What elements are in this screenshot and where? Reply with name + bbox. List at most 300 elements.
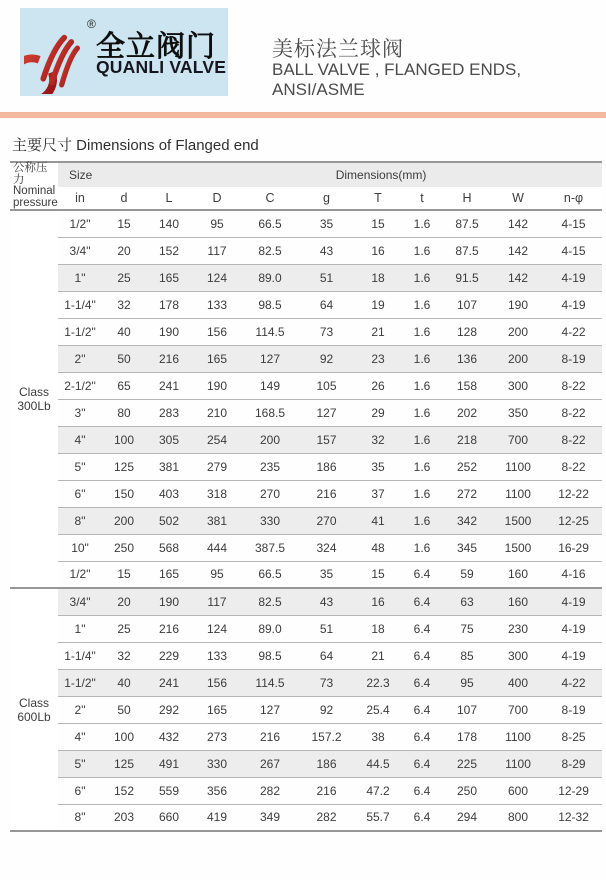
dim-cell: 75 <box>443 615 491 642</box>
table-row <box>10 480 602 507</box>
dim-cell: 117 <box>192 237 242 264</box>
size-cell: 1-1/2" <box>58 669 102 696</box>
dim-cell: 660 <box>146 804 192 831</box>
size-cell: 6" <box>58 777 102 804</box>
dim-cell: 491 <box>146 750 192 777</box>
dim-cell: 150 <box>102 480 146 507</box>
dim-cell: 22.3 <box>355 669 401 696</box>
dim-cell: 330 <box>192 750 242 777</box>
dim-cell: 190 <box>146 588 192 615</box>
accent-divider-bar <box>0 112 606 118</box>
size-cell: 4" <box>58 426 102 453</box>
table-row <box>10 642 602 669</box>
dim-cell: 4-15 <box>545 237 602 264</box>
table-row <box>10 372 602 399</box>
dim-cell: 38 <box>355 723 401 750</box>
dim-cell: 4-22 <box>545 318 602 345</box>
table-row <box>10 426 602 453</box>
dim-cell: 202 <box>443 399 491 426</box>
table-row <box>10 696 602 723</box>
dim-cell: 6.4 <box>401 777 443 804</box>
dim-cell: 294 <box>443 804 491 831</box>
dim-cell: 50 <box>102 345 146 372</box>
dim-cell: 43 <box>298 237 355 264</box>
size-cell: 6" <box>58 480 102 507</box>
dim-cell: 15 <box>102 561 146 588</box>
dim-cell: 25 <box>102 264 146 291</box>
dim-cell: 158 <box>443 372 491 399</box>
registered-trademark-icon: ® <box>87 17 96 31</box>
quanli-logo-icon <box>24 18 94 94</box>
dim-cell: 4-22 <box>545 669 602 696</box>
dim-cell: 16-29 <box>545 534 602 561</box>
dim-cell: 6.4 <box>401 696 443 723</box>
dim-cell: 152 <box>146 237 192 264</box>
dim-cell: 203 <box>102 804 146 831</box>
doc-title-chinese: 美标法兰球阀 <box>272 38 404 61</box>
dim-cell: 44.5 <box>355 750 401 777</box>
dim-cell: 387.5 <box>242 534 298 561</box>
dim-cell: 8-22 <box>545 453 602 480</box>
dim-cell: 1.6 <box>401 507 443 534</box>
dim-cell: 4-19 <box>545 642 602 669</box>
dim-cell: 114.5 <box>242 669 298 696</box>
dim-cell: 1500 <box>491 534 545 561</box>
dim-cell: 403 <box>146 480 192 507</box>
dim-cell: 48 <box>355 534 401 561</box>
dim-cell: 47.2 <box>355 777 401 804</box>
dim-cell: 568 <box>146 534 192 561</box>
dim-cell: 559 <box>146 777 192 804</box>
table-row <box>10 669 602 696</box>
dim-cell: 142 <box>491 237 545 264</box>
dim-cell: 1.6 <box>401 534 443 561</box>
dim-cell: 140 <box>146 210 192 237</box>
dim-cell: 26 <box>355 372 401 399</box>
dim-cell: 43 <box>298 588 355 615</box>
dim-cell: 216 <box>146 615 192 642</box>
dim-cell: 29 <box>355 399 401 426</box>
col-header-t: T <box>355 187 401 210</box>
size-cell: 1/2" <box>58 561 102 588</box>
class-label: Class 600Lb <box>10 588 58 831</box>
dim-cell: 381 <box>146 453 192 480</box>
dim-cell: 117 <box>192 588 242 615</box>
col-header-d: d <box>102 187 146 210</box>
dim-cell: 89.0 <box>242 264 298 291</box>
dim-cell: 92 <box>298 345 355 372</box>
dim-cell: 20 <box>102 237 146 264</box>
dim-cell: 200 <box>491 318 545 345</box>
col-header-w: W <box>491 187 545 210</box>
dim-cell: 91.5 <box>443 264 491 291</box>
table-row <box>10 237 602 264</box>
dim-cell: 100 <box>102 426 146 453</box>
dim-cell: 305 <box>146 426 192 453</box>
dim-cell: 100 <box>102 723 146 750</box>
dim-cell: 165 <box>192 696 242 723</box>
table-row <box>10 588 602 615</box>
dim-cell: 32 <box>355 426 401 453</box>
dim-cell: 142 <box>491 264 545 291</box>
dim-cell: 37 <box>355 480 401 507</box>
table-row <box>10 507 602 534</box>
size-cell: 1-1/2" <box>58 318 102 345</box>
dim-cell: 400 <box>491 669 545 696</box>
dim-cell: 216 <box>146 345 192 372</box>
dim-cell: 127 <box>242 696 298 723</box>
col-header-t: t <box>401 187 443 210</box>
dim-cell: 600 <box>491 777 545 804</box>
dimensions-table <box>10 161 602 832</box>
dim-cell: 128 <box>443 318 491 345</box>
pressure-header-line-en2: pressure <box>13 196 58 209</box>
size-cell: 10" <box>58 534 102 561</box>
dim-cell: 160 <box>491 588 545 615</box>
dim-cell: 1.6 <box>401 372 443 399</box>
dim-cell: 152 <box>102 777 146 804</box>
dim-cell: 270 <box>298 507 355 534</box>
dim-cell: 64 <box>298 291 355 318</box>
table-row <box>10 318 602 345</box>
logo-box <box>20 8 228 96</box>
dim-cell: 1100 <box>491 750 545 777</box>
dim-cell: 200 <box>242 426 298 453</box>
dim-cell: 165 <box>146 264 192 291</box>
doc-title-english: BALL VALVE , FLANGED ENDS, ANSI/ASME <box>272 60 522 99</box>
dim-cell: 73 <box>298 669 355 696</box>
dim-cell: 50 <box>102 696 146 723</box>
size-cell: 1-1/4" <box>58 291 102 318</box>
size-cell: 1-1/4" <box>58 642 102 669</box>
nominal-pressure-header <box>10 162 58 210</box>
size-header: Size <box>58 162 102 187</box>
dim-cell: 35 <box>355 453 401 480</box>
dim-cell: 216 <box>242 723 298 750</box>
dim-cell: 6.4 <box>401 750 443 777</box>
dim-cell: 127 <box>298 399 355 426</box>
table-row <box>10 399 602 426</box>
dim-cell: 95 <box>443 669 491 696</box>
size-cell: 5" <box>58 750 102 777</box>
size-cell: 1" <box>58 264 102 291</box>
dim-cell: 700 <box>491 696 545 723</box>
dim-cell: 82.5 <box>242 588 298 615</box>
dim-cell: 107 <box>443 291 491 318</box>
col-header-c: C <box>242 187 298 210</box>
dim-cell: 16 <box>355 237 401 264</box>
dim-cell: 250 <box>102 534 146 561</box>
size-cell: 2-1/2" <box>58 372 102 399</box>
dim-cell: 12-22 <box>545 480 602 507</box>
dim-cell: 8-19 <box>545 345 602 372</box>
dim-cell: 250 <box>443 777 491 804</box>
dim-cell: 1.6 <box>401 480 443 507</box>
dim-cell: 1.6 <box>401 210 443 237</box>
dimensions-mm-header: Dimensions(mm) <box>102 162 602 187</box>
dim-cell: 345 <box>443 534 491 561</box>
size-cell: 3/4" <box>58 237 102 264</box>
dim-cell: 432 <box>146 723 192 750</box>
dim-cell: 18 <box>355 615 401 642</box>
dim-cell: 800 <box>491 804 545 831</box>
dim-cell: 342 <box>443 507 491 534</box>
dim-cell: 1.6 <box>401 318 443 345</box>
dim-cell: 133 <box>192 642 242 669</box>
table-row <box>10 345 602 372</box>
dim-cell: 157.2 <box>298 723 355 750</box>
dim-cell: 4-16 <box>545 561 602 588</box>
dim-cell: 4-19 <box>545 615 602 642</box>
dim-cell: 283 <box>146 399 192 426</box>
dim-cell: 700 <box>491 426 545 453</box>
size-cell: 1" <box>58 615 102 642</box>
dim-cell: 95 <box>192 561 242 588</box>
table-row <box>10 210 602 237</box>
dim-cell: 142 <box>491 210 545 237</box>
dim-cell: 35 <box>298 210 355 237</box>
dim-cell: 160 <box>491 561 545 588</box>
dim-cell: 124 <box>192 264 242 291</box>
dim-cell: 156 <box>192 669 242 696</box>
dim-cell: 8-22 <box>545 399 602 426</box>
size-cell: 1/2" <box>58 210 102 237</box>
dim-cell: 125 <box>102 750 146 777</box>
dim-cell: 82.5 <box>242 237 298 264</box>
dim-cell: 282 <box>298 804 355 831</box>
col-header-d: D <box>192 187 242 210</box>
dim-cell: 1100 <box>491 723 545 750</box>
dim-cell: 105 <box>298 372 355 399</box>
dim-cell: 8-19 <box>545 696 602 723</box>
table-row <box>10 534 602 561</box>
dim-cell: 65 <box>102 372 146 399</box>
brand-name-english: QUANLI VALVE <box>96 57 227 77</box>
dim-cell: 149 <box>242 372 298 399</box>
header-row-columns <box>10 187 602 210</box>
dim-cell: 330 <box>242 507 298 534</box>
dim-cell: 40 <box>102 318 146 345</box>
dim-cell: 12-25 <box>545 507 602 534</box>
dim-cell: 165 <box>192 345 242 372</box>
dim-cell: 444 <box>192 534 242 561</box>
dim-cell: 190 <box>146 318 192 345</box>
dim-cell: 210 <box>192 399 242 426</box>
dim-cell: 200 <box>102 507 146 534</box>
size-cell: 3/4" <box>58 588 102 615</box>
dim-cell: 55.7 <box>355 804 401 831</box>
brand-name-chinese: 全立阀门 <box>96 31 217 63</box>
dim-cell: 4-15 <box>545 210 602 237</box>
dim-cell: 267 <box>242 750 298 777</box>
dim-cell: 6.4 <box>401 561 443 588</box>
dim-cell: 125 <box>102 453 146 480</box>
col-header-l: L <box>146 187 192 210</box>
dim-cell: 40 <box>102 669 146 696</box>
dim-cell: 157 <box>298 426 355 453</box>
dim-cell: 254 <box>192 426 242 453</box>
dim-cell: 35 <box>298 561 355 588</box>
dim-cell: 8-22 <box>545 372 602 399</box>
dim-cell: 235 <box>242 453 298 480</box>
dim-cell: 1100 <box>491 480 545 507</box>
dim-cell: 6.4 <box>401 588 443 615</box>
size-cell: 2" <box>58 345 102 372</box>
dim-cell: 63 <box>443 588 491 615</box>
dim-cell: 80 <box>102 399 146 426</box>
dim-cell: 95 <box>192 210 242 237</box>
dim-cell: 1.6 <box>401 426 443 453</box>
table-title: 主要尺寸 Dimensions of Flanged end <box>12 137 259 154</box>
dim-cell: 92 <box>298 696 355 723</box>
col-header-in: in <box>58 187 102 210</box>
dim-cell: 21 <box>355 318 401 345</box>
dim-cell: 186 <box>298 453 355 480</box>
dim-cell: 6.4 <box>401 669 443 696</box>
dim-cell: 15 <box>102 210 146 237</box>
dim-cell: 381 <box>192 507 242 534</box>
dim-cell: 324 <box>298 534 355 561</box>
dim-cell: 12-29 <box>545 777 602 804</box>
table-row <box>10 750 602 777</box>
dim-cell: 15 <box>355 561 401 588</box>
dim-cell: 6.4 <box>401 723 443 750</box>
dim-cell: 51 <box>298 615 355 642</box>
dim-cell: 15 <box>355 210 401 237</box>
dim-cell: 502 <box>146 507 192 534</box>
dim-cell: 89.0 <box>242 615 298 642</box>
dim-cell: 64 <box>298 642 355 669</box>
dim-cell: 270 <box>242 480 298 507</box>
dim-cell: 20 <box>102 588 146 615</box>
dim-cell: 4-19 <box>545 264 602 291</box>
dim-cell: 1.6 <box>401 264 443 291</box>
dim-cell: 136 <box>443 345 491 372</box>
dim-cell: 229 <box>146 642 192 669</box>
dim-cell: 190 <box>491 291 545 318</box>
dim-cell: 350 <box>491 399 545 426</box>
dim-cell: 8-25 <box>545 723 602 750</box>
dim-cell: 230 <box>491 615 545 642</box>
dim-cell: 216 <box>298 777 355 804</box>
dim-cell: 252 <box>443 453 491 480</box>
pressure-header-line-en1: Nominal <box>13 185 56 197</box>
size-cell: 8" <box>58 804 102 831</box>
header-row-groups <box>10 162 602 187</box>
dim-cell: 419 <box>192 804 242 831</box>
table-row <box>10 777 602 804</box>
size-cell: 3" <box>58 399 102 426</box>
dim-cell: 1.6 <box>401 345 443 372</box>
dim-cell: 218 <box>443 426 491 453</box>
dim-cell: 87.5 <box>443 210 491 237</box>
dim-cell: 241 <box>146 372 192 399</box>
dim-cell: 273 <box>192 723 242 750</box>
col-header-h: H <box>443 187 491 210</box>
dim-cell: 1100 <box>491 453 545 480</box>
dim-cell: 4-19 <box>545 291 602 318</box>
dim-cell: 1500 <box>491 507 545 534</box>
dim-cell: 4-19 <box>545 588 602 615</box>
dim-cell: 41 <box>355 507 401 534</box>
dim-cell: 186 <box>298 750 355 777</box>
dim-cell: 66.5 <box>242 561 298 588</box>
dim-cell: 241 <box>146 669 192 696</box>
table-row <box>10 291 602 318</box>
dim-cell: 32 <box>102 291 146 318</box>
table-row <box>10 615 602 642</box>
dim-cell: 59 <box>443 561 491 588</box>
dim-cell: 1.6 <box>401 453 443 480</box>
dim-cell: 272 <box>443 480 491 507</box>
size-cell: 2" <box>58 696 102 723</box>
dim-cell: 178 <box>443 723 491 750</box>
pressure-header-line-cn: 公称压力 <box>13 162 48 186</box>
dim-cell: 1.6 <box>401 291 443 318</box>
dim-cell: 356 <box>192 777 242 804</box>
col-header-g: g <box>298 187 355 210</box>
dim-cell: 300 <box>491 372 545 399</box>
dim-cell: 8-22 <box>545 426 602 453</box>
dim-cell: 98.5 <box>242 291 298 318</box>
dim-cell: 127 <box>242 345 298 372</box>
dim-cell: 190 <box>192 372 242 399</box>
dim-cell: 6.4 <box>401 804 443 831</box>
dim-cell: 87.5 <box>443 237 491 264</box>
dim-cell: 292 <box>146 696 192 723</box>
table-row <box>10 804 602 831</box>
table-row <box>10 723 602 750</box>
dim-cell: 1.6 <box>401 399 443 426</box>
dim-cell: 6.4 <box>401 615 443 642</box>
dim-cell: 200 <box>491 345 545 372</box>
dim-cell: 300 <box>491 642 545 669</box>
dim-cell: 98.5 <box>242 642 298 669</box>
class-label: Class 300Lb <box>10 210 58 588</box>
dim-cell: 18 <box>355 264 401 291</box>
dim-cell: 6.4 <box>401 642 443 669</box>
dim-cell: 73 <box>298 318 355 345</box>
dim-cell: 107 <box>443 696 491 723</box>
size-cell: 5" <box>58 453 102 480</box>
dim-cell: 21 <box>355 642 401 669</box>
size-cell: 4" <box>58 723 102 750</box>
dim-cell: 124 <box>192 615 242 642</box>
dim-cell: 168.5 <box>242 399 298 426</box>
dim-cell: 349 <box>242 804 298 831</box>
dim-cell: 85 <box>443 642 491 669</box>
table-row <box>10 264 602 291</box>
dim-cell: 225 <box>443 750 491 777</box>
dim-cell: 32 <box>102 642 146 669</box>
dim-cell: 16 <box>355 588 401 615</box>
dim-cell: 133 <box>192 291 242 318</box>
dim-cell: 282 <box>242 777 298 804</box>
dim-cell: 12-32 <box>545 804 602 831</box>
dim-cell: 1.6 <box>401 237 443 264</box>
dim-cell: 25.4 <box>355 696 401 723</box>
dim-cell: 156 <box>192 318 242 345</box>
col-header-n: n-φ <box>545 187 602 210</box>
dim-cell: 19 <box>355 291 401 318</box>
dim-cell: 23 <box>355 345 401 372</box>
dim-cell: 165 <box>146 561 192 588</box>
table-row <box>10 453 602 480</box>
dim-cell: 51 <box>298 264 355 291</box>
table-row <box>10 561 602 588</box>
dim-cell: 114.5 <box>242 318 298 345</box>
dim-cell: 279 <box>192 453 242 480</box>
